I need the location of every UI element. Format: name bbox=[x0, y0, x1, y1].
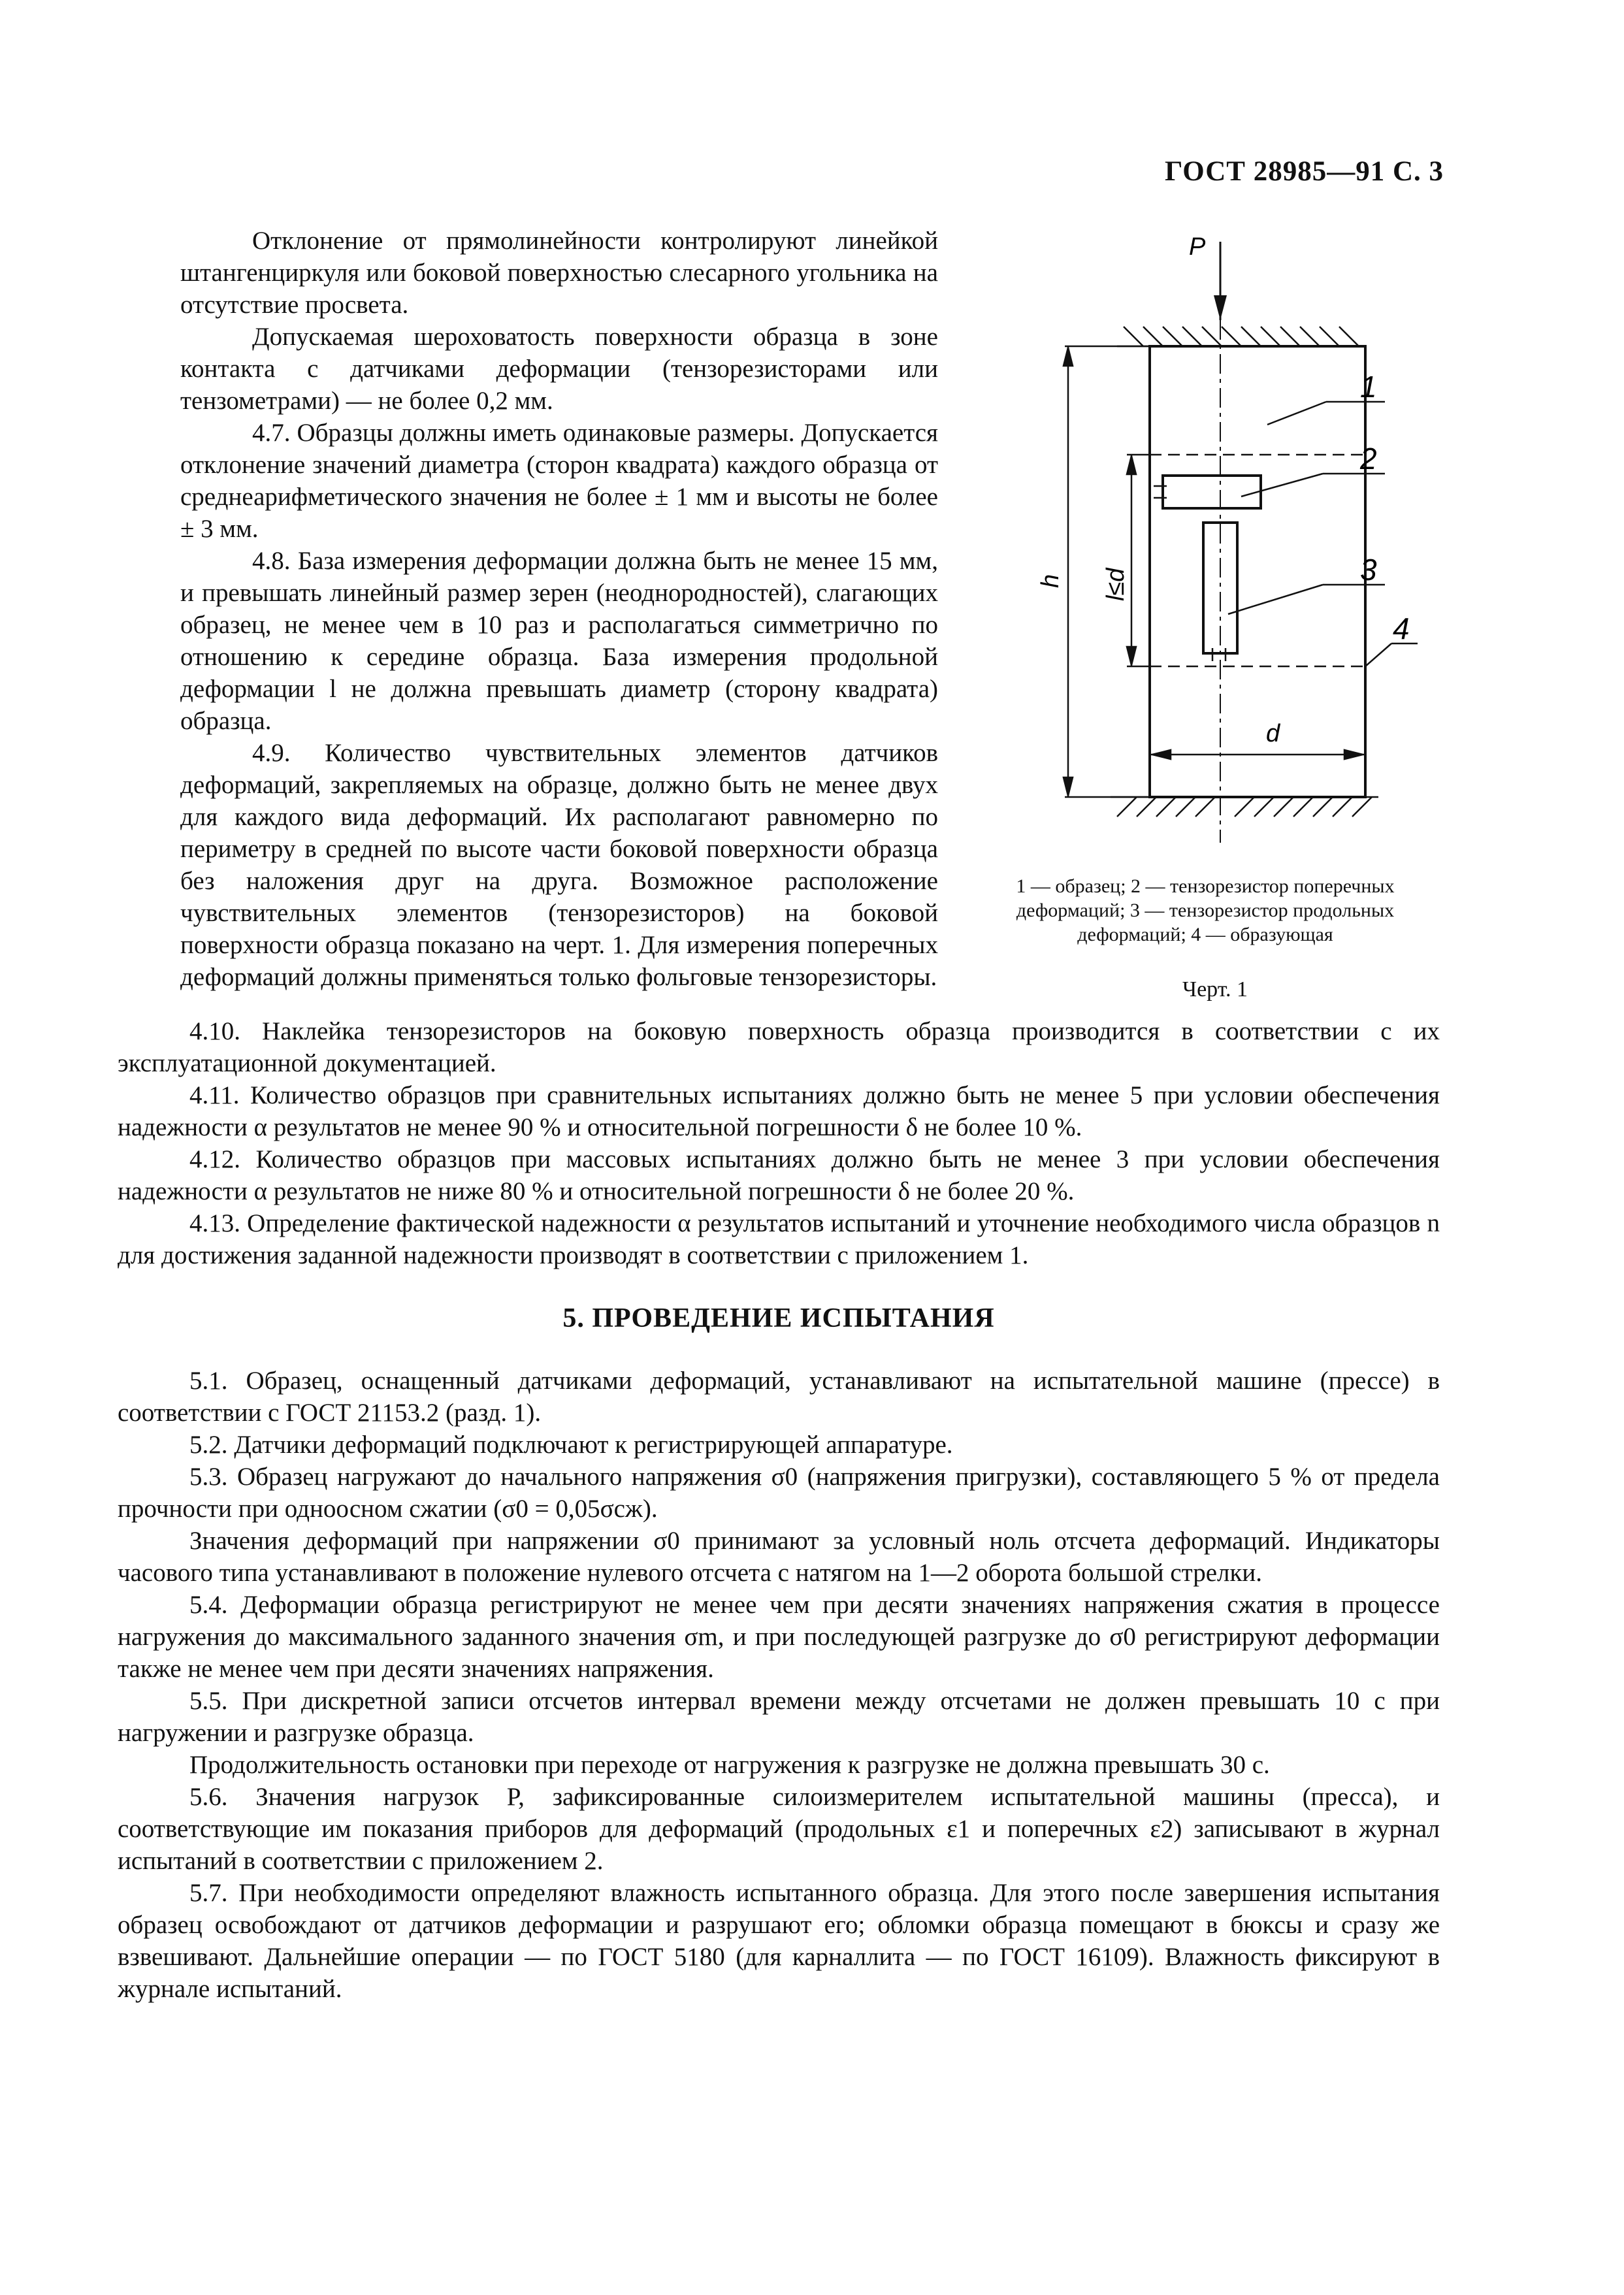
label-P: P bbox=[1189, 233, 1206, 261]
label-l-le-d: l≤d bbox=[1102, 568, 1129, 601]
paragraph: 5.3. Образец нагружают до начального напряжения σ0 (напряжения пригрузки), составляющего 5 % от предела прочности при одноосном сжатии (σ0 = 0,05σсж). bbox=[118, 1463, 1440, 1523]
paragraph: 4.9. Количество чувствительных элементов датчиков деформаций, закрепляемых на образце, должно быть не менее двух для каждого вида деформаций. Их располагают равномерно по периметру в средней по высоте части боковой поверхности образца без наложения друг на друга. Возможное расположение чувствительных элементов (тензорезисторов) на боковой поверхности образца показано на черт. 1. Для измерения поперечных деформаций должны применяться только фольговые тензорезисторы. bbox=[180, 739, 938, 991]
specimen-body bbox=[1150, 346, 1365, 797]
load-arrow-head bbox=[1214, 295, 1227, 320]
paragraph: 5.5. При дискретной записи отсчетов интервал времени между отсчетами не должен превышать 10 с при нагружении и разгрузке образца. bbox=[118, 1687, 1440, 1747]
full-width-body bbox=[118, 1015, 1440, 2005]
label-1: 1 bbox=[1360, 370, 1377, 404]
paragraph: 4.8. База измерения деформации должна быть не менее 15 мм, и превышать линейный размер зерен (неоднородностей), слагающих образец, не менее чем в 10 раз и располагаться симметрично по отношению к середине образца. База измерения продольной деформации l не должна превышать диаметр (сторону квадрата) образца. bbox=[180, 547, 938, 735]
top-support-hatch bbox=[1117, 327, 1365, 346]
figure-1-drawing bbox=[960, 222, 1457, 902]
transverse-gauge-leads bbox=[1154, 486, 1167, 498]
paragraph: 5.2. Датчики деформаций подключают к регистрирующей аппаратуре. bbox=[189, 1431, 953, 1459]
paragraph: Допускаемая шероховатость поверхности образца в зоне контакта с датчиками деформации (тензорезисторами или тензометрами) — не более 0,2 мм. bbox=[180, 323, 938, 415]
page-header: ГОСТ 28985—91 С. 3 bbox=[1164, 156, 1444, 187]
bottom-support-hatch bbox=[1111, 797, 1378, 817]
leader-lines bbox=[1228, 402, 1418, 666]
left-column bbox=[180, 225, 938, 993]
paragraph: Значения деформаций при напряжении σ0 принимают за условный ноль отсчета деформаций. Индикаторы часового типа устанавливают в положение нулевого отсчета с натягом на 1—2 оборота большой стрелки. bbox=[118, 1527, 1440, 1587]
paragraph: 4.12. Количество образцов при массовых испытаниях должно быть не менее 3 при условии обеспечения надежности α результатов не ниже 80 % и относительной погрешности δ не более 20 %. bbox=[118, 1145, 1440, 1205]
label-h: h bbox=[1037, 574, 1064, 588]
paragraph: 5.7. При необходимости определяют влажность испытанного образца. Для этого после завершения испытания образец освобождают от датчиков деформации и разрушают его; обломки образца помещают в бюксы и сразу же взвешивают. Дальнейшие операции — по ГОСТ 5180 (для карналлита — по ГОСТ 16109). Влажность фиксируют в журнале испытаний. bbox=[118, 1879, 1440, 2003]
transverse-gauge bbox=[1163, 476, 1261, 508]
dimension-d bbox=[1151, 750, 1364, 759]
figure-caption: 1 — образец; 2 — тензорезистор поперечных деформаций; 3 — тензорезистор продольных деформаций; 4 — образующая bbox=[1016, 875, 1395, 945]
label-3: 3 bbox=[1360, 553, 1377, 587]
section-5-title: 5. ПРОВЕДЕНИЕ ИСПЫТАНИЯ bbox=[562, 1303, 995, 1333]
label-2: 2 bbox=[1360, 442, 1377, 476]
label-d: d bbox=[1266, 720, 1280, 747]
paragraph: Продолжительность остановки при переходе от нагружения к разгрузке не должна превышать 30 с. bbox=[189, 1751, 1270, 1779]
paragraph: 5.4. Деформации образца регистрируют не менее чем при десяти значениях напряжения сжатия в процессе нагружения до максимального заданного значения σm, и при последующей разгрузке до σ0 регистрируют деформации также не менее чем при десяти значениях напряжения. bbox=[118, 1591, 1440, 1683]
dimension-l bbox=[1127, 455, 1150, 666]
paragraph: 4.7. Образцы должны иметь одинаковые размеры. Допускается отклонение значений диаметра (сторон квадрата) каждого образца от среднеарифметического значения не более ± 1 мм и высоты не более ± 3 мм. bbox=[180, 419, 938, 543]
label-4: 4 bbox=[1393, 611, 1410, 645]
paragraph: 4.13. Определение фактической надежности α результатов испытаний и уточнение необходимого числа образцов n для достижения заданной надежности производят в соответствии с приложением 1. bbox=[118, 1209, 1440, 1269]
paragraph: 4.11. Количество образцов при сравнительных испытаниях должно быть не менее 5 при условии обеспечения надежности α результатов не менее 90 % и относительной погрешности δ не более 10 %. bbox=[118, 1081, 1440, 1141]
figure-label: Черт. 1 bbox=[1182, 977, 1248, 1001]
paragraph: 5.6. Значения нагрузок P, зафиксированные силоизмерителем испытательной машины (пресса), и соответствующие им показания приборов для деформаций (продольных ε1 и поперечных ε2) записывают в журнал испытаний в соответствии с приложением 2. bbox=[118, 1783, 1440, 1875]
paragraph: Отклонение от прямолинейности контролируют линейкой штангенциркуля или боковой поверхностью слесарного угольника на отсутствие просвета. bbox=[180, 227, 938, 319]
paragraph: 4.10. Наклейка тензорезисторов на боковую поверхность образца производится в соответствии с их эксплуатационной документацией. bbox=[118, 1017, 1440, 1077]
paragraph: 5.1. Образец, оснащенный датчиками деформаций, устанавливают на испытательной машине (прессе) в соответствии с ГОСТ 21153.2 (разд. 1). bbox=[118, 1367, 1440, 1427]
